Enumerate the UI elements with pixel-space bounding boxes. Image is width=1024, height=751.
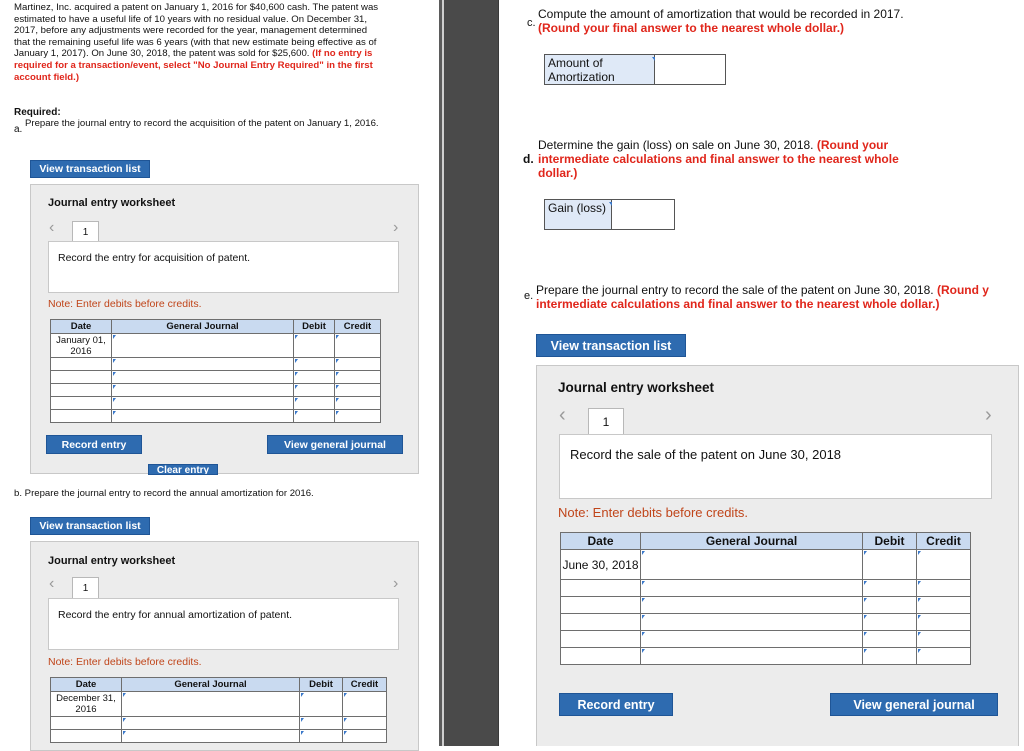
date-cell[interactable] bbox=[561, 597, 641, 614]
view-general-journal-button-a[interactable]: View general journal bbox=[267, 435, 403, 454]
account-select[interactable] bbox=[641, 580, 863, 597]
debit-input[interactable] bbox=[300, 730, 343, 743]
worksheet-title: Journal entry worksheet bbox=[558, 380, 715, 395]
journal-table-e bbox=[560, 532, 971, 665]
credit-input[interactable] bbox=[917, 631, 971, 648]
gain-loss-label bbox=[545, 200, 612, 229]
account-select[interactable] bbox=[112, 334, 294, 358]
journal-worksheet-a bbox=[30, 184, 419, 474]
page-number[interactable]: 1 bbox=[588, 408, 624, 436]
account-select[interactable] bbox=[112, 371, 294, 384]
entry-description-box bbox=[559, 434, 992, 499]
date-cell[interactable] bbox=[51, 410, 112, 423]
debit-input[interactable] bbox=[863, 614, 917, 631]
account-select[interactable] bbox=[122, 717, 300, 730]
account-select[interactable] bbox=[122, 730, 300, 743]
record-entry-button-a[interactable]: Record entry bbox=[46, 435, 142, 454]
part-d-instruction-1: (Round your bbox=[816, 138, 889, 152]
date-cell[interactable]: December 31, 2016 bbox=[51, 692, 122, 717]
credit-input[interactable] bbox=[335, 358, 381, 371]
part-a-letter: a. bbox=[14, 124, 23, 135]
account-select[interactable] bbox=[641, 597, 863, 614]
debit-header: Debit bbox=[294, 320, 335, 334]
credit-input[interactable] bbox=[335, 397, 381, 410]
debit-input[interactable] bbox=[294, 358, 335, 371]
account-select[interactable] bbox=[112, 397, 294, 410]
amortization-label-text: Amount of Amortization bbox=[548, 56, 615, 84]
credit-header: Credit bbox=[343, 678, 387, 692]
worksheet-title: Journal entry worksheet bbox=[48, 197, 176, 209]
credit-input[interactable] bbox=[343, 692, 387, 717]
debit-input[interactable] bbox=[294, 334, 335, 358]
date-cell[interactable] bbox=[561, 648, 641, 665]
date-header: Date bbox=[561, 533, 641, 550]
gain-loss-input[interactable] bbox=[612, 200, 674, 229]
general-journal-header: General Journal bbox=[641, 533, 863, 550]
debits-note: Note: Enter debits before credits. bbox=[48, 656, 202, 668]
date-header: Date bbox=[51, 320, 112, 334]
debit-input[interactable] bbox=[863, 631, 917, 648]
part-e-text: Prepare the journal entry to record the sale of the patent on June 30, 2018. bbox=[536, 283, 934, 297]
part-c-instruction: (Round your final answer to the nearest whole dollar.) bbox=[538, 21, 845, 35]
journal-table-b bbox=[50, 677, 387, 743]
general-journal-header: General Journal bbox=[122, 678, 300, 692]
account-select[interactable] bbox=[641, 550, 863, 580]
entry-description: Record the entry for annual amortization of patent. bbox=[58, 609, 293, 621]
credit-input[interactable] bbox=[917, 550, 971, 580]
date-cell[interactable]: January 01, 2016 bbox=[51, 334, 112, 358]
debit-input[interactable] bbox=[863, 580, 917, 597]
record-entry-button-e[interactable]: Record entry bbox=[559, 693, 673, 716]
part-b-text: b. Prepare the journal entry to record the annual amortization for 2016. bbox=[14, 488, 314, 499]
amortization-input[interactable] bbox=[655, 55, 725, 84]
credit-input[interactable] bbox=[343, 730, 387, 743]
required-label: Required: bbox=[14, 107, 61, 118]
problem-note: (If no entry is required for a transaction/event, select "No Journal Entry Required" in the first account field.) bbox=[14, 48, 373, 83]
part-e-instruction-2: intermediate calculations and final answer to the nearest whole dollar.) bbox=[536, 297, 940, 311]
date-cell[interactable]: June 30, 2018 bbox=[561, 550, 641, 580]
debit-input[interactable] bbox=[863, 597, 917, 614]
credit-header: Credit bbox=[335, 320, 381, 334]
debit-input[interactable] bbox=[300, 692, 343, 717]
account-select[interactable] bbox=[112, 410, 294, 423]
page-number[interactable]: 1 bbox=[72, 221, 99, 243]
journal-worksheet-e bbox=[536, 365, 1019, 746]
credit-input[interactable] bbox=[917, 614, 971, 631]
next-arrow-icon[interactable]: › bbox=[393, 219, 399, 236]
problem-statement bbox=[14, 2, 384, 83]
part-d-instruction-2: intermediate calculations and final answer to the nearest whole bbox=[538, 152, 899, 166]
prev-arrow-icon[interactable]: ‹ bbox=[49, 575, 55, 592]
date-cell[interactable] bbox=[561, 631, 641, 648]
date-cell[interactable] bbox=[561, 580, 641, 597]
date-cell[interactable] bbox=[51, 358, 112, 371]
part-d-instruction-3: dollar.) bbox=[538, 166, 578, 180]
entry-description: Record the entry for acquisition of patent. bbox=[58, 252, 251, 264]
view-general-journal-button-e[interactable]: View general journal bbox=[830, 693, 998, 716]
debit-input[interactable] bbox=[294, 410, 335, 423]
worksheet-title: Journal entry worksheet bbox=[48, 555, 176, 567]
account-select[interactable] bbox=[641, 614, 863, 631]
prev-arrow-icon[interactable]: ‹ bbox=[49, 219, 55, 236]
part-d-text-line1 bbox=[538, 138, 888, 152]
account-select[interactable] bbox=[112, 384, 294, 397]
entry-description-box bbox=[48, 598, 399, 650]
problem-text: Martinez, Inc. acquired a patent on January 1, 2016 for $40,600 cash. The patent was estimated to have a useful life of 10 years with no residual value. On December 31, 2017, before any adjustments were recorded for the year, management determined that the remaining useful life was 6 years (with that new estimate being effective as of January 1, 2017). On June 30, 2018, the patent was sold for $25,600. bbox=[14, 2, 379, 60]
credit-input[interactable] bbox=[335, 384, 381, 397]
entry-description-box bbox=[48, 241, 399, 293]
gain-loss-label-text: Gain (loss) bbox=[548, 201, 607, 215]
credit-input[interactable] bbox=[917, 597, 971, 614]
debit-input[interactable] bbox=[294, 397, 335, 410]
next-arrow-icon[interactable]: › bbox=[393, 575, 399, 592]
gain-loss-field bbox=[544, 199, 675, 230]
debit-input[interactable] bbox=[294, 371, 335, 384]
view-transaction-list-button-b[interactable]: View transaction list bbox=[30, 517, 150, 535]
debit-input[interactable] bbox=[863, 550, 917, 580]
debit-input[interactable] bbox=[300, 717, 343, 730]
debit-header: Debit bbox=[863, 533, 917, 550]
credit-input[interactable] bbox=[335, 371, 381, 384]
account-select[interactable] bbox=[641, 631, 863, 648]
part-d-letter: d. bbox=[523, 152, 534, 166]
part-c-letter: c. bbox=[527, 17, 536, 29]
clear-entry-button-a[interactable]: Clear entry bbox=[148, 464, 218, 475]
debit-input[interactable] bbox=[294, 384, 335, 397]
credit-header: Credit bbox=[917, 533, 971, 550]
journal-table-a bbox=[50, 319, 381, 423]
account-select[interactable] bbox=[122, 692, 300, 717]
page-number[interactable]: 1 bbox=[72, 577, 99, 599]
account-select[interactable] bbox=[641, 648, 863, 665]
amortization-label bbox=[545, 55, 655, 84]
credit-input[interactable] bbox=[917, 648, 971, 665]
date-header: Date bbox=[51, 678, 122, 692]
debits-note: Note: Enter debits before credits. bbox=[48, 298, 202, 310]
panel-divider[interactable] bbox=[439, 0, 499, 746]
view-transaction-list-button-e[interactable]: View transaction list bbox=[536, 334, 686, 357]
next-arrow-icon[interactable]: › bbox=[985, 404, 992, 426]
amortization-field bbox=[544, 54, 726, 85]
date-cell[interactable] bbox=[51, 730, 122, 743]
part-d-text: Determine the gain (loss) on sale on June 30, 2018. bbox=[538, 138, 814, 152]
prev-arrow-icon[interactable]: ‹ bbox=[559, 404, 566, 426]
date-cell[interactable] bbox=[51, 371, 112, 384]
part-c-text: Compute the amount of amortization that would be recorded in 2017. bbox=[538, 7, 904, 21]
date-cell[interactable] bbox=[51, 397, 112, 410]
date-cell[interactable] bbox=[51, 717, 122, 730]
credit-input[interactable] bbox=[335, 334, 381, 358]
debit-header: Debit bbox=[300, 678, 343, 692]
part-a-text: Prepare the journal entry to record the acquisition of the patent on January 1, 2016. bbox=[25, 118, 379, 129]
account-select[interactable] bbox=[112, 358, 294, 371]
credit-input[interactable] bbox=[917, 580, 971, 597]
general-journal-header: General Journal bbox=[112, 320, 294, 334]
credit-input[interactable] bbox=[335, 410, 381, 423]
entry-description: Record the sale of the patent on June 30, 2018 bbox=[570, 447, 842, 462]
date-cell[interactable] bbox=[51, 384, 112, 397]
debit-input[interactable] bbox=[863, 648, 917, 665]
date-cell[interactable] bbox=[561, 614, 641, 631]
credit-input[interactable] bbox=[343, 717, 387, 730]
view-transaction-list-button-a[interactable]: View transaction list bbox=[30, 160, 150, 178]
part-e-letter: e. bbox=[524, 290, 534, 302]
part-e-text-line1 bbox=[536, 283, 989, 297]
debits-note: Note: Enter debits before credits. bbox=[558, 505, 749, 520]
journal-worksheet-b bbox=[30, 541, 419, 751]
part-e-instruction-1: (Round y bbox=[936, 283, 989, 297]
